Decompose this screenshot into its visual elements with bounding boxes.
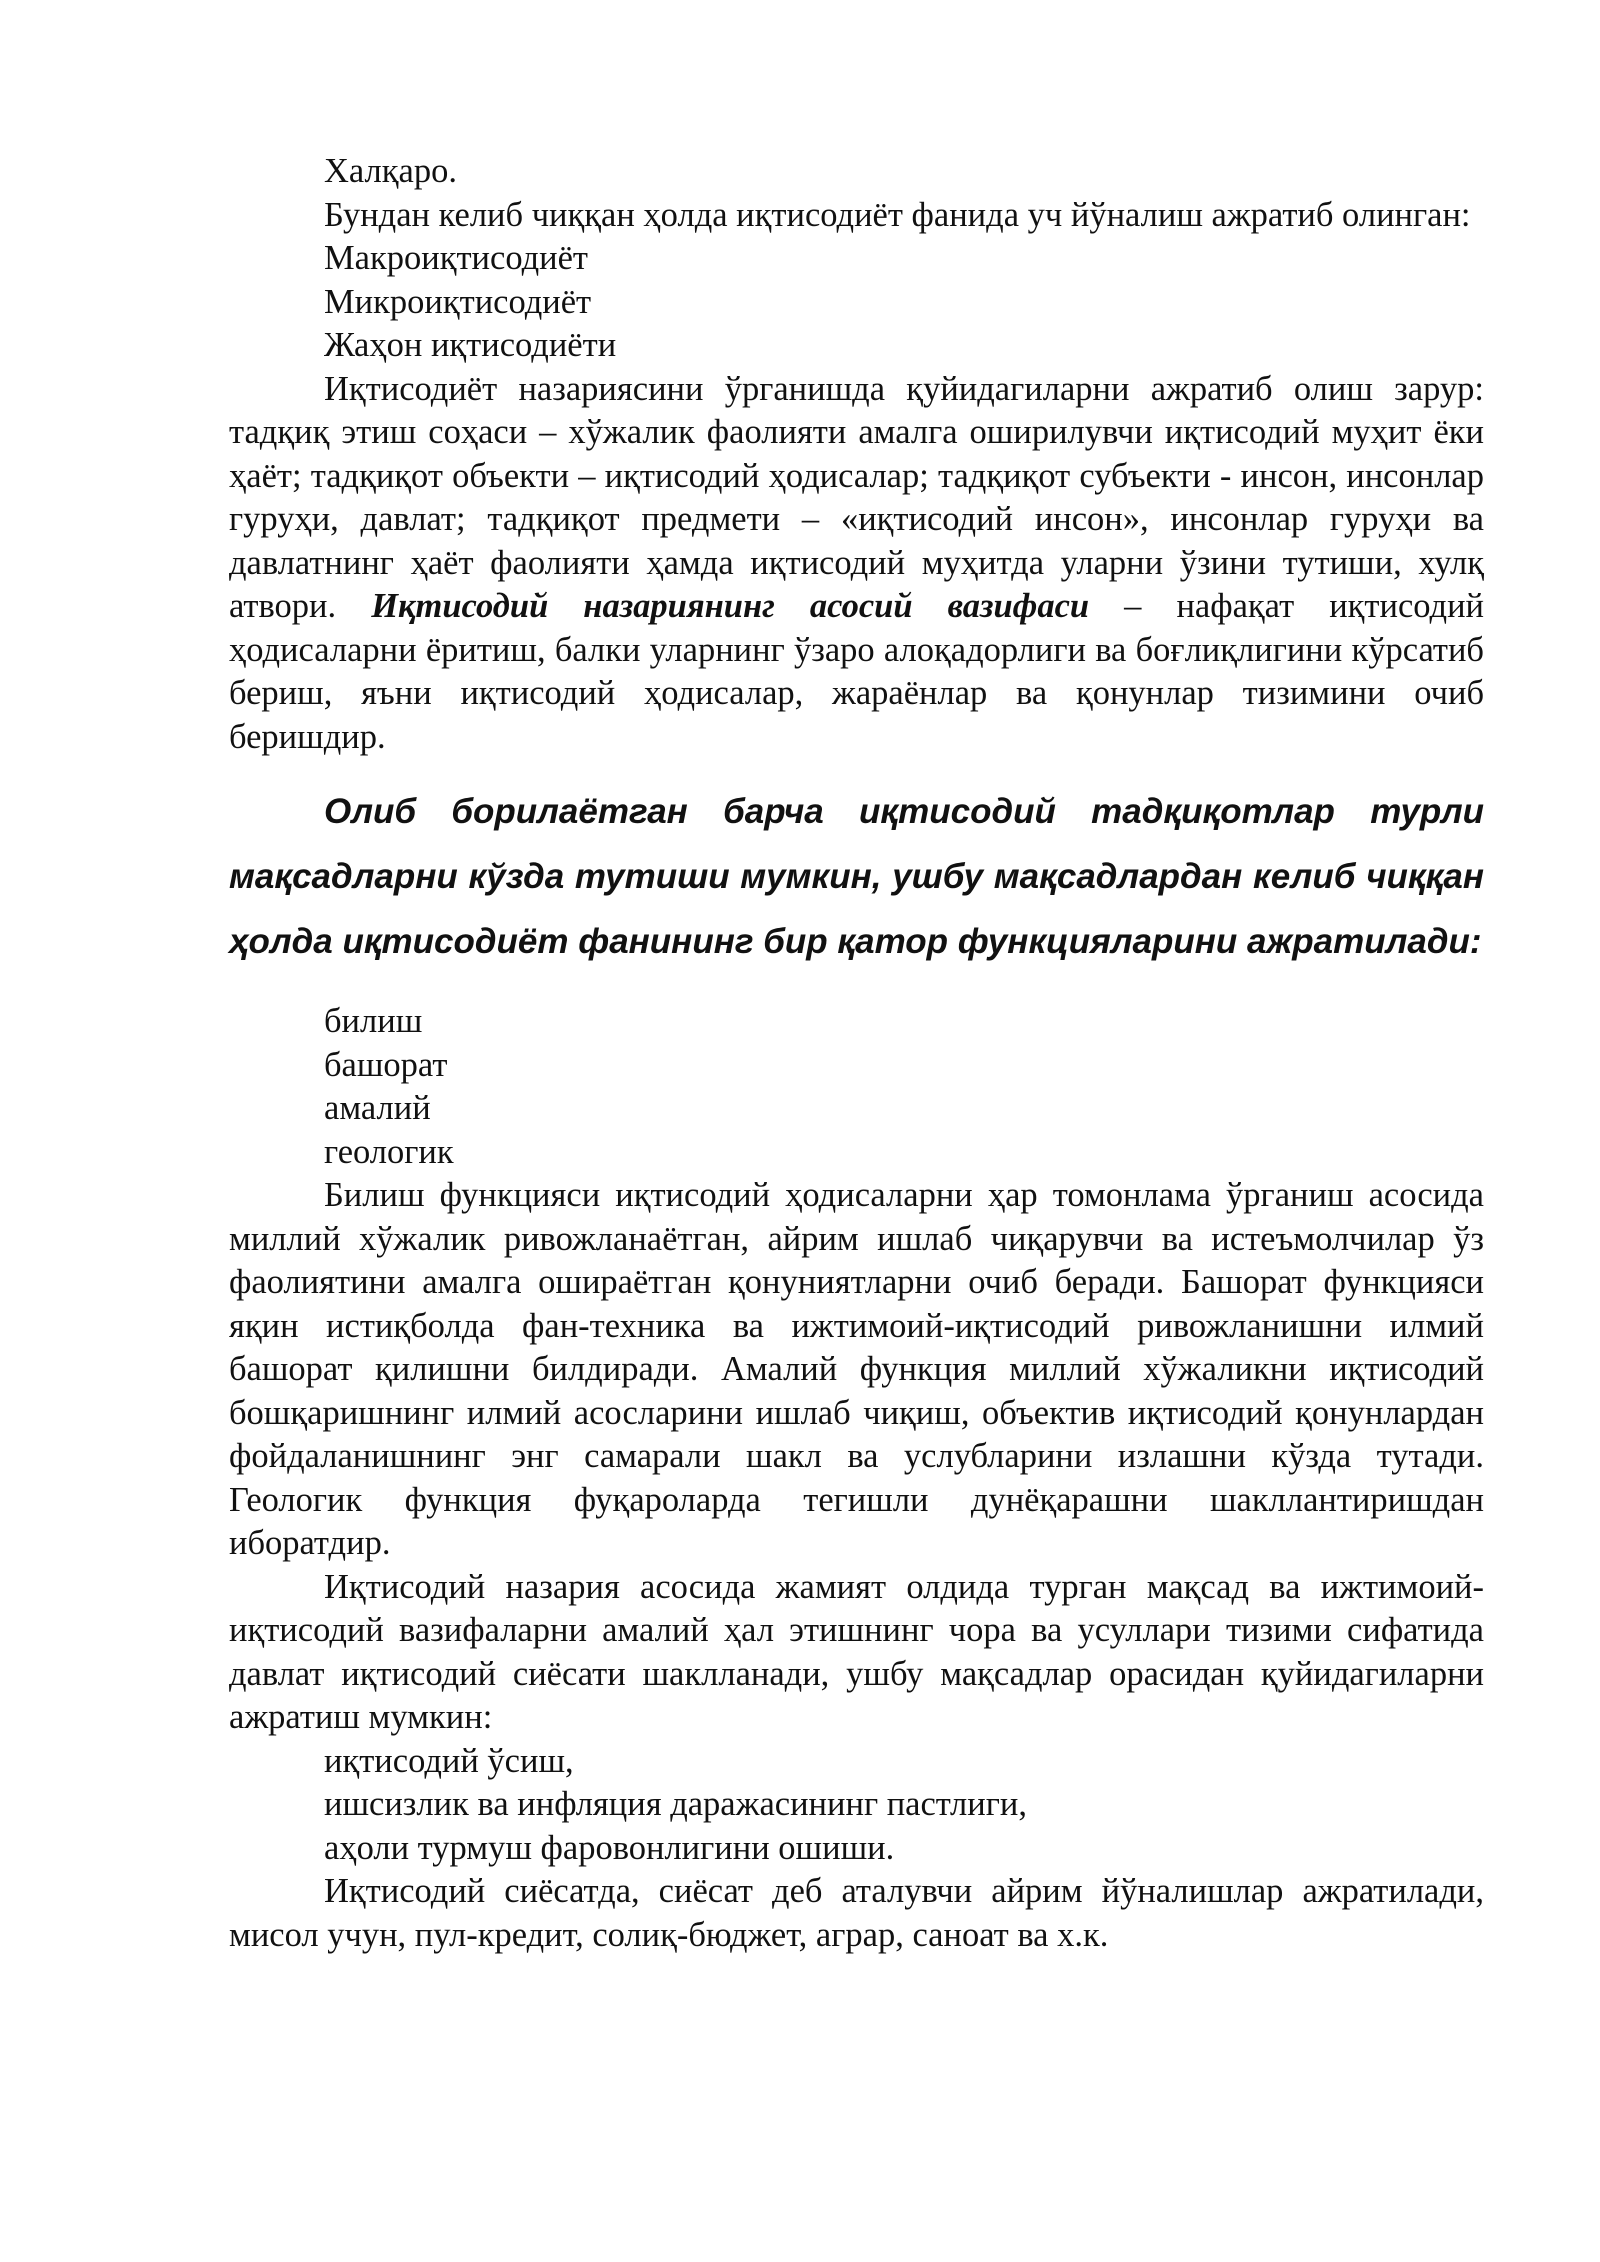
document-page bbox=[229, 150, 1484, 1957]
list-item: иқтисодий ўсиш, bbox=[324, 1741, 574, 1780]
paragraph: Билиш функцияси иқтисодий ҳодисаларни ҳар томонлама ўрганиш асосида миллий хўжалик ривожланаётган, айрим ишлаб чиқарувчи ва истеъмолчилар ўз фаолиятини амалга ошираётган қонуниятларни очиб беради. Башорат функцияси яқин истиқболда фан-техника ва ижтимоий-иқтисодий ривожланишни илмий башорат қилишни билдиради. Амалий функция миллий хўжаликни иқтисодий бошқаришнинг илмий асосларини ишлаб чиқиш, объектив иқтисодий қонунлардан фойдаланишнинг энг самарали шакл ва услубларини излашни кўзда тутади. Геологик функция фуқароларда тегишли дунёқарашни шакллантиришдан иборатдир. bbox=[229, 1176, 1484, 1562]
paragraph bbox=[229, 368, 1484, 760]
text-line: Халқаро. bbox=[324, 152, 457, 190]
list-item: аҳоли турмуш фаровонлигини ошиши. bbox=[324, 1828, 895, 1867]
paragraph-text: – нафақат иқтисодий ҳодисаларни ёритиш, балки уларнинг ўзаро алоқадорлиги ва боғлиқлигини кўрсатиб бериш, яъни иқтисодий ҳодисалар, жараёнлар ва қонунлар тизимини очиб беришдир. bbox=[229, 587, 1485, 756]
list-item: Микроиқтисодиёт bbox=[324, 282, 592, 321]
list-item: ишсизлик ва инфляция даражасининг пастлиги, bbox=[324, 1785, 1027, 1823]
paragraph: Бундан келиб чиққан ҳолда иқтисодиёт фанида уч йўналиш ажратиб олинган: bbox=[324, 195, 1471, 234]
paragraph-text: Иқтисодиёт назариясини ўрганишда қуйидагиларни ажратиб олиш зарур: тадқиқ этиш соҳаси – хўжалик фаолияти амалга оширилувчи иқтисодий муҳит ёки ҳаёт; тадқиқот объекти – иқтисодий ҳодисалар; тадқиқот субъекти - инсон, инсонлар гуруҳи, давлат; тадқиқот предмети – «иқтисодий инсон», инсонлар гуруҳи ва давлатнинг ҳаёт фаолияти ҳамда иқтисодий муҳитда уларни ўзини тутиши, хулқ атвори. bbox=[229, 369, 1484, 625]
list-item: башорат bbox=[324, 1045, 448, 1084]
paragraph: Иқтисодий сиёсатда, сиёсат деб аталувчи айрим йўналишлар ажратилади, мисол учун, пул-кредит, солиқ-бюджет, аграр, саноат ва х.к. bbox=[229, 1872, 1484, 1954]
paragraph: Иқтисодий назария асосида жамият олдида турган мақсад ва ижтимоий-иқтисодий вазифаларни амалий ҳал этишнинг чора ва усуллари тизими сифатида давлат иқтисодий сиёсати шаклланади, ушбу мақсадлар орасидан қуйидагиларни ажратиш мумкин: bbox=[229, 1567, 1484, 1736]
emphasis-text: Иқтисодий назариянинг асосий вазифаси bbox=[371, 587, 1090, 625]
list-item: билиш bbox=[324, 1002, 423, 1040]
list-item: амалий bbox=[324, 1089, 431, 1127]
section-heading: Олиб борилаётган барча иқтисодий тадқиқотлар турли мақсадларни кўзда тутиши мумкин, ушбу мақсадлардан келиб чиққан ҳолда иқтисодиёт фанининг бир қатор функцияларини ажратилади: bbox=[229, 792, 1484, 961]
list-item: геологик bbox=[324, 1132, 454, 1171]
list-item: Макроиқтисодиёт bbox=[324, 239, 588, 277]
list-item: Жаҳон иқтисодиёти bbox=[324, 326, 617, 364]
